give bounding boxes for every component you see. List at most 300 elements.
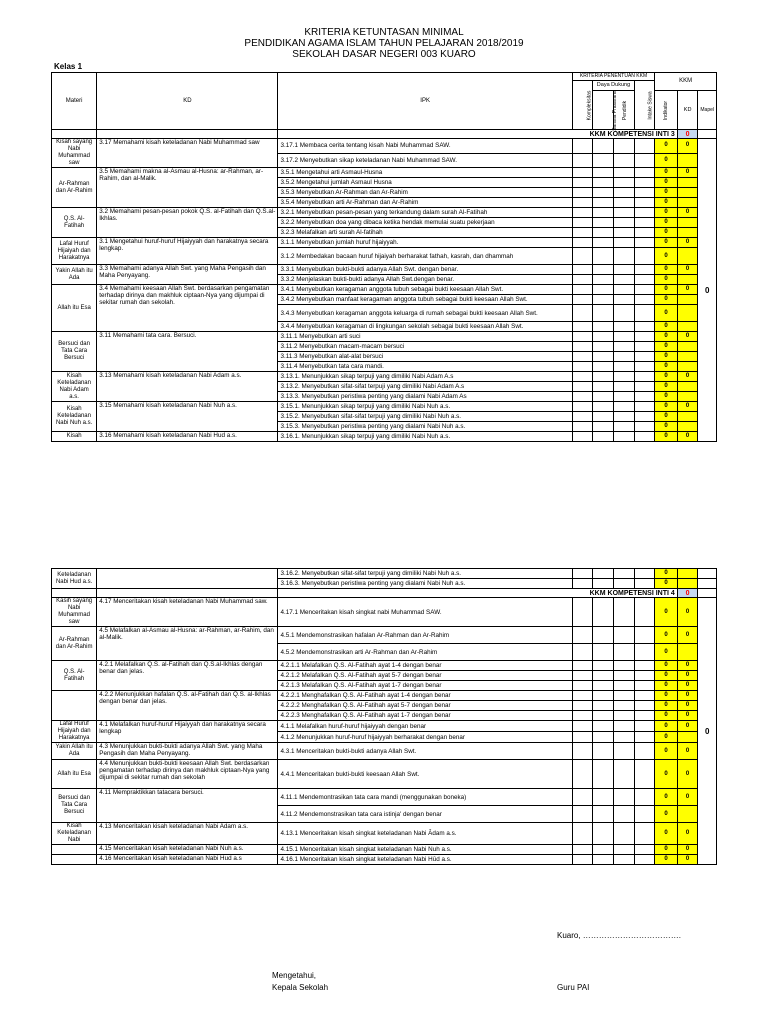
criteria-cell xyxy=(634,168,655,178)
table-row xyxy=(52,402,717,412)
criteria-cell xyxy=(572,265,593,275)
criteria-cell xyxy=(613,228,634,238)
criteria-cell xyxy=(572,188,593,198)
empty-cell xyxy=(97,589,278,598)
kd-cell: 4.5 Melafalkan al-Asmau al-Husna: ar-Rahman, ar-Rahim, dan al-Malik. xyxy=(97,627,278,661)
criteria-cell xyxy=(593,711,614,721)
criteria-cell xyxy=(572,422,593,432)
ipk-cell: 4.11.2 Mendemonstrasikan tata cara istinja' dengan benar xyxy=(278,806,572,823)
ipk-cell: 3.2.3 Melafalkan arti surah Al-fatihah xyxy=(278,228,572,238)
criteria-cell xyxy=(593,671,614,681)
kkm-section-label: KKM KOMPETENSI INTI 3 xyxy=(278,130,677,139)
kd-cell: 3.4 Memahami keesaan Allah Swt. berdasarkan pengamatan terhadap dirinya dan makhluk ciptaan-Nya yang dijumpai di sekitar rumah dan sekolah. xyxy=(97,285,278,332)
ipk-cell: 3.3.2 Menjelaskan bukti-bukti adanya Allah Swt.dengan benar. xyxy=(278,275,572,285)
materi-cell: Lafal Huruf Hijaiyah dan Harakatnya xyxy=(52,238,97,265)
kd-value xyxy=(677,228,698,238)
materi-cell: Q.S. Al-Fatihah xyxy=(52,661,97,691)
kd-value: 0 xyxy=(677,627,698,644)
criteria-cell xyxy=(572,627,593,644)
criteria-cell xyxy=(613,178,634,188)
kd-cell: 3.13 Memahami kisah keteladanan Nabi Adam a.s. xyxy=(97,372,278,402)
indikator-value: 0 xyxy=(655,248,678,265)
indikator-value: 0 xyxy=(655,432,678,442)
criteria-cell xyxy=(572,701,593,711)
criteria-cell xyxy=(634,422,655,432)
criteria-cell xyxy=(593,168,614,178)
criteria-cell xyxy=(572,681,593,691)
kkm-table-1 xyxy=(51,72,717,442)
mapel-value: 0 xyxy=(698,598,717,865)
criteria-cell xyxy=(634,711,655,721)
criteria-cell xyxy=(572,845,593,855)
criteria-cell xyxy=(614,806,635,823)
criteria-cell xyxy=(593,789,614,806)
criteria-cell xyxy=(572,671,593,681)
criteria-cell xyxy=(634,285,655,295)
criteria-cell xyxy=(634,228,655,238)
indikator-value: 0 xyxy=(655,412,678,422)
criteria-cell xyxy=(572,248,593,265)
table-row xyxy=(52,789,717,806)
kkm-section-row xyxy=(52,130,717,139)
criteria-cell xyxy=(572,661,593,671)
criteria-cell xyxy=(572,732,593,743)
criteria-cell xyxy=(614,661,635,671)
materi-cell: Kisah sayang Nabi Muhammad saw xyxy=(52,139,97,168)
materi-cell xyxy=(52,691,97,721)
kd-cell: 3.3 Memahami adanya Allah Swt. yang Maha Pengasih dan Maha Penyayang. xyxy=(97,265,278,285)
criteria-cell xyxy=(613,322,634,332)
indikator-value: 0 xyxy=(655,188,678,198)
criteria-cell xyxy=(634,295,655,305)
criteria-cell xyxy=(593,322,614,332)
criteria-cell xyxy=(614,671,635,681)
criteria-cell xyxy=(613,198,634,208)
indikator-value: 0 xyxy=(655,228,678,238)
materi-cell: Kasih sayang Nabi Muhammad saw xyxy=(52,598,97,627)
mengetahui-label: Mengetahui, xyxy=(272,971,317,980)
indikator-value: 0 xyxy=(655,743,678,760)
indikator-value: 0 xyxy=(655,627,678,644)
kd-value: 0 xyxy=(677,789,698,806)
materi-cell: Kisah xyxy=(52,432,97,442)
kd-value: 0 xyxy=(677,845,698,855)
col-ipk: IPK xyxy=(278,73,572,130)
ipk-cell: 4.2.1.3 Melafalkan Q.S. Al-Fatihah ayat 1-7 dengan benar xyxy=(278,681,572,691)
criteria-cell xyxy=(593,392,614,402)
ipk-cell: 3.4.4 Menyebutkan keragaman di lingkungan sekolah sebagai bukti keesaan Allah Swt. xyxy=(278,322,572,332)
ipk-cell: 3.1.2 Membedakan bacaan huruf hijaiyah berharakat fathah, kasrah, dan dhammah xyxy=(278,248,572,265)
indikator-value: 0 xyxy=(655,845,678,855)
criteria-cell xyxy=(634,392,655,402)
criteria-cell xyxy=(614,732,635,743)
ipk-cell: 3.13.1. Menunjukkan sikap terpuji yang dimiliki Nabi Adam A.s xyxy=(278,372,572,382)
indikator-value: 0 xyxy=(655,392,678,402)
indikator-value: 0 xyxy=(655,275,678,285)
indikator-value: 0 xyxy=(655,661,678,671)
kd-value xyxy=(677,579,698,589)
ipk-cell: 3.11.3 Menyebutkan alat-alat bersuci xyxy=(278,352,572,362)
kd-value xyxy=(677,188,698,198)
criteria-cell xyxy=(613,153,634,168)
kd-value xyxy=(677,569,698,579)
criteria-cell xyxy=(593,248,614,265)
table-row xyxy=(52,332,717,342)
kd-value: 0 xyxy=(677,661,698,671)
kd-value: 0 xyxy=(677,265,698,275)
criteria-cell xyxy=(634,265,655,275)
empty-cell xyxy=(698,589,717,598)
criteria-cell xyxy=(613,422,634,432)
kd-value xyxy=(677,362,698,372)
criteria-cell xyxy=(614,845,635,855)
criteria-cell xyxy=(572,168,593,178)
criteria-cell xyxy=(572,412,593,422)
indikator-value: 0 xyxy=(655,285,678,295)
materi-cell: Lafal Huruf Hijaiyah dan Harakatnya xyxy=(52,721,97,743)
criteria-cell xyxy=(634,352,655,362)
kd-value xyxy=(677,275,698,285)
criteria-cell xyxy=(613,432,634,442)
criteria-cell xyxy=(613,168,634,178)
criteria-cell xyxy=(572,760,593,789)
criteria-cell xyxy=(613,305,634,322)
ipk-cell: 3.16.1. Menunjukkan sikap terpuji yang dimiliki Nabi Nuh a.s. xyxy=(278,432,572,442)
criteria-cell xyxy=(572,721,593,732)
table-row xyxy=(52,721,717,732)
kd-value: 0 xyxy=(677,238,698,248)
indikator-value: 0 xyxy=(655,789,678,806)
criteria-cell xyxy=(634,139,655,154)
criteria-cell xyxy=(634,598,655,627)
table-row xyxy=(52,265,717,275)
ipk-cell: 4.15.1 Menceritakan kisah singkat keteladanan Nabi Nuh a.s. xyxy=(278,845,572,855)
criteria-cell xyxy=(613,248,634,265)
ipk-cell: 3.15.3. Menyebutkan peristiwa penting yang dialami Nabi Nuh a.s. xyxy=(278,422,572,432)
criteria-cell xyxy=(593,823,614,845)
ipk-cell: 3.1.1 Menyebutkan jumlah huruf hijaiyyah. xyxy=(278,238,572,248)
criteria-cell xyxy=(634,644,655,661)
ipk-cell: 3.4.2 Menyebutkan manfaat keragaman anggota tubuh sebagai bukti keesaan Allah Swt. xyxy=(278,295,572,305)
kd-value xyxy=(677,295,698,305)
ipk-cell: 3.16.3. Menyebutkan peristiwa penting yang dialami Nabi Nuh a.s. xyxy=(278,579,572,589)
criteria-cell xyxy=(593,198,614,208)
table-row xyxy=(52,285,717,295)
ipk-cell: 3.17.1 Membaca cerita tentang kisah Nabi Muhammad SAW. xyxy=(278,139,572,154)
ipk-cell: 3.3.1 Menyebutkan bukti-bukti adanya Allah Swt. dengan benar. xyxy=(278,265,572,275)
materi-cell xyxy=(52,845,97,855)
kd-value: 0 xyxy=(677,681,698,691)
criteria-cell xyxy=(593,352,614,362)
indikator-value: 0 xyxy=(655,295,678,305)
criteria-cell xyxy=(593,721,614,732)
indikator-value: 0 xyxy=(655,598,678,627)
kd-cell: 4.2.2 Menunjukkan hafalan Q.S. al-Fatihah dan Q.S. al-Ikhlas dengan benar dan jelas. xyxy=(97,691,278,721)
criteria-cell xyxy=(572,178,593,188)
kkm-section-label: KKM KOMPETENSI INTI 4 xyxy=(278,589,677,598)
kd-value xyxy=(677,305,698,322)
table-row xyxy=(52,743,717,760)
col-kompleksitas xyxy=(572,81,593,130)
kepala-sekolah-label: Kepala Sekolah xyxy=(272,983,329,992)
ipk-cell: 4.3.1 Menceritakan bukti-bukti adanya Allah Swt. xyxy=(278,743,572,760)
ipk-cell: 3.13.2. Menyebutkan sifat-sifat terpuji yang dimiliki Nabi Adam A.s xyxy=(278,382,572,392)
materi-cell xyxy=(52,855,97,865)
indikator-value: 0 xyxy=(655,691,678,701)
table-row xyxy=(52,372,717,382)
table-row xyxy=(52,598,717,627)
criteria-cell xyxy=(593,402,614,412)
materi-cell: Ar-Rahman dan Ar-Rahim xyxy=(52,627,97,661)
kd-value: 0 xyxy=(677,701,698,711)
criteria-cell xyxy=(572,711,593,721)
kkm-section-row xyxy=(52,589,717,598)
kd-value xyxy=(677,412,698,422)
criteria-cell xyxy=(613,342,634,352)
criteria-cell xyxy=(572,305,593,322)
kd-value: 0 xyxy=(677,760,698,789)
criteria-cell xyxy=(593,275,614,285)
ipk-cell: 3.5.1 Mengetahui arti Asmaul-Husna xyxy=(278,168,572,178)
ipk-cell: 4.17.1 Menceritakan kisah singkat nabi Muhammad SAW. xyxy=(278,598,572,627)
kd-value: 0 xyxy=(677,432,698,442)
ipk-cell: 3.11.1 Menyebutkan arti suci xyxy=(278,332,572,342)
ipk-cell: 4.2.2.3 Menghafalkan Q.S. Al-Fatihah ayat 1-7 dengan benar xyxy=(278,711,572,721)
criteria-cell xyxy=(593,422,614,432)
table-row xyxy=(52,168,717,178)
ipk-cell: 4.1.1 Melafalkan huruf-huruf hijaiyyah dengan benar xyxy=(278,721,572,732)
col-kd-kkm: KD xyxy=(677,91,698,130)
criteria-cell xyxy=(593,412,614,422)
materi-cell: Allah itu Esa xyxy=(52,285,97,332)
criteria-cell xyxy=(613,208,634,218)
criteria-cell xyxy=(634,721,655,732)
indikator-value: 0 xyxy=(655,305,678,322)
kd-value xyxy=(677,218,698,228)
ipk-cell: 3.15.1. Menunjukkan sikap terpuji yang dimiliki Nabi Nuh a.s. xyxy=(278,402,572,412)
criteria-cell xyxy=(613,402,634,412)
materi-cell: Bersuci dan Tata Cara Bersuci xyxy=(52,789,97,823)
kd-value: 0 xyxy=(677,139,698,154)
col-kompleksitas-label: Kompleksitas xyxy=(586,90,593,120)
criteria-cell xyxy=(593,218,614,228)
criteria-cell xyxy=(593,188,614,198)
kd-cell: 3.17 Memahami kisah keteladanan Nabi Muhammad saw xyxy=(97,139,278,168)
kd-value: 0 xyxy=(677,691,698,701)
criteria-cell xyxy=(572,322,593,332)
criteria-cell xyxy=(593,228,614,238)
criteria-cell xyxy=(593,153,614,168)
table-row xyxy=(52,760,717,789)
col-kkm: KKM xyxy=(655,73,717,91)
criteria-cell xyxy=(572,569,593,579)
materi-cell: Yakin Allah itu Ada xyxy=(52,743,97,760)
guru-pai-label: Guru PAI xyxy=(557,983,590,992)
indikator-value: 0 xyxy=(655,208,678,218)
kd-value xyxy=(677,198,698,208)
place-date: Kuaro, ………………………………. xyxy=(557,931,682,940)
criteria-cell xyxy=(634,743,655,760)
kd-cell: 3.16 Memahami kisah keteladanan Nabi Hud a.s. xyxy=(97,432,278,442)
criteria-cell xyxy=(572,139,593,154)
criteria-cell xyxy=(572,691,593,701)
criteria-cell xyxy=(614,569,635,579)
ipk-cell: 3.17.2 Menyebutkan sikap keteladanan Nabi Muhammad SAW. xyxy=(278,153,572,168)
criteria-cell xyxy=(634,569,655,579)
criteria-cell xyxy=(634,671,655,681)
criteria-cell xyxy=(634,732,655,743)
kd-value xyxy=(677,322,698,332)
criteria-cell xyxy=(614,579,635,589)
criteria-cell xyxy=(634,806,655,823)
criteria-cell xyxy=(634,691,655,701)
indikator-value: 0 xyxy=(655,711,678,721)
criteria-cell xyxy=(572,402,593,412)
ipk-cell: 4.13.1 Menceritakan kisah singkat keteladanan Nabi Ādam a.s. xyxy=(278,823,572,845)
kd-cell: 4.2.1 Melafalkan Q.S. al-Fatihah dan Q.S.al-Ikhlas dengan benar dan jelas. xyxy=(97,661,278,691)
criteria-cell xyxy=(572,392,593,402)
col-mapel: Mapel xyxy=(698,91,717,130)
ipk-cell: 3.5.3 Menyebutkan Ar-Rahman dan Ar-Rahim xyxy=(278,188,572,198)
criteria-cell xyxy=(613,285,634,295)
kd-value xyxy=(677,342,698,352)
kd-value: 0 xyxy=(677,285,698,295)
table-row xyxy=(52,432,717,442)
indikator-value: 0 xyxy=(655,721,678,732)
materi-cell: Bersuci dan Tata Cara Bersuci xyxy=(52,332,97,372)
kd-value: 0 xyxy=(677,402,698,412)
empty-cell xyxy=(52,589,97,598)
kd-value: 0 xyxy=(677,372,698,382)
criteria-cell xyxy=(613,332,634,342)
kd-value: 0 xyxy=(677,823,698,845)
criteria-cell xyxy=(572,228,593,238)
indikator-value: 0 xyxy=(655,422,678,432)
ipk-cell: 3.15.2. Menyebutkan sifat-sifat terpuji yang dimiliki Nabi Nuh a.s. xyxy=(278,412,572,422)
criteria-cell xyxy=(593,362,614,372)
criteria-cell xyxy=(572,579,593,589)
indikator-value: 0 xyxy=(655,806,678,823)
school-name: SEKOLAH DASAR NEGERI 003 KUARO xyxy=(292,49,476,60)
criteria-cell xyxy=(572,855,593,865)
indikator-value: 0 xyxy=(655,579,678,589)
criteria-cell xyxy=(593,845,614,855)
col-intake xyxy=(634,81,655,130)
criteria-cell xyxy=(634,248,655,265)
kd-cell: 3.5 Memahami makna al-Asmau al-Husna: ar-Rahman, ar-Rahim, dan al-Malik. xyxy=(97,168,278,208)
criteria-cell xyxy=(572,275,593,285)
table-row xyxy=(52,823,717,845)
criteria-cell xyxy=(593,681,614,691)
criteria-cell xyxy=(593,569,614,579)
criteria-cell xyxy=(593,285,614,295)
kd-cell: 3.1 Mengetahui huruf-huruf Hijaiyyah dan harakatnya secara lengkap. xyxy=(97,238,278,265)
criteria-cell xyxy=(634,661,655,671)
indikator-value: 0 xyxy=(655,382,678,392)
kd-cell xyxy=(97,569,278,589)
criteria-cell xyxy=(614,681,635,691)
indikator-value: 0 xyxy=(655,402,678,412)
kd-cell: 4.11 Mempraktikkan tatacara bersuci. xyxy=(97,789,278,823)
criteria-cell xyxy=(593,743,614,760)
criteria-cell xyxy=(614,743,635,760)
indikator-value: 0 xyxy=(655,168,678,178)
kd-value xyxy=(677,352,698,362)
kd-cell: 3.15 Memahami kisah keteladanan Nabi Nuh a.s. xyxy=(97,402,278,432)
kd-value xyxy=(677,806,698,823)
criteria-cell xyxy=(634,760,655,789)
criteria-cell xyxy=(614,627,635,644)
criteria-cell xyxy=(634,681,655,691)
criteria-cell xyxy=(593,208,614,218)
indikator-value: 0 xyxy=(655,265,678,275)
empty-cell xyxy=(698,569,717,579)
criteria-cell xyxy=(613,275,634,285)
ipk-cell: 4.16.1 Menceritakan kisah singkat keteladanan Nabi Hūd a.s. xyxy=(278,855,572,865)
materi-cell: Keteladanan Nabi Hud a.s. xyxy=(52,569,97,589)
empty-cell xyxy=(52,130,97,139)
kd-value xyxy=(677,153,698,168)
criteria-cell xyxy=(572,743,593,760)
kd-value: 0 xyxy=(677,711,698,721)
criteria-cell xyxy=(593,661,614,671)
col-kd: KD xyxy=(97,73,278,130)
materi-cell: Kisah Keteladanan Nabi xyxy=(52,823,97,845)
table-row xyxy=(52,208,717,218)
criteria-cell xyxy=(634,701,655,711)
criteria-cell xyxy=(593,305,614,322)
kd-value: 0 xyxy=(677,855,698,865)
col-pendidik-label: Pendidik xyxy=(622,100,629,120)
table-row xyxy=(52,661,717,671)
indikator-value: 0 xyxy=(655,671,678,681)
criteria-cell xyxy=(634,153,655,168)
table-row xyxy=(52,139,717,154)
criteria-cell xyxy=(593,701,614,711)
criteria-cell xyxy=(634,188,655,198)
kd-value xyxy=(677,382,698,392)
criteria-cell xyxy=(634,178,655,188)
criteria-cell xyxy=(572,342,593,352)
indikator-value: 0 xyxy=(655,218,678,228)
criteria-cell xyxy=(634,332,655,342)
ipk-cell: 3.11.2 Menyebutkan macam-macam bersuci xyxy=(278,342,572,352)
criteria-cell xyxy=(614,760,635,789)
kd-cell: 4.3 Menunjukkan bukti-bukti adanya Allah Swt. yang Maha Pengasih dan Maha Penyayang. xyxy=(97,743,278,760)
indikator-value: 0 xyxy=(655,855,678,865)
criteria-cell xyxy=(614,701,635,711)
kd-value xyxy=(677,422,698,432)
ipk-cell: 4.11.1 Mendemontrasikan tata cara mandi (menggunakan boneka) xyxy=(278,789,572,806)
kd-value xyxy=(677,644,698,661)
materi-cell: Ar-Rahman dan Ar-Rahim xyxy=(52,168,97,208)
kkm-section-value: 0 xyxy=(677,589,698,598)
criteria-cell xyxy=(572,153,593,168)
ipk-cell: 3.4.1 Menyebutkan keragaman anggota tubuh sebagai bukti keesaan Allah Swt. xyxy=(278,285,572,295)
criteria-cell xyxy=(613,352,634,362)
ipk-cell: 4.2.2.2 Menghafalkan Q.S. Al-Fatihah ayat 5-7 dengan benar xyxy=(278,701,572,711)
criteria-cell xyxy=(572,806,593,823)
criteria-cell xyxy=(614,721,635,732)
criteria-cell xyxy=(613,188,634,198)
kd-cell: 4.17 Menceritakan kisah keteladanan Nabi Muhammad saw. xyxy=(97,598,278,627)
materi-cell: Yakin Allah itu Ada xyxy=(52,265,97,285)
indikator-value: 0 xyxy=(655,569,678,579)
col-daya-dukung: Daya Dukung xyxy=(593,81,634,91)
indikator-value: 0 xyxy=(655,681,678,691)
indikator-value: 0 xyxy=(655,372,678,382)
criteria-cell xyxy=(572,432,593,442)
